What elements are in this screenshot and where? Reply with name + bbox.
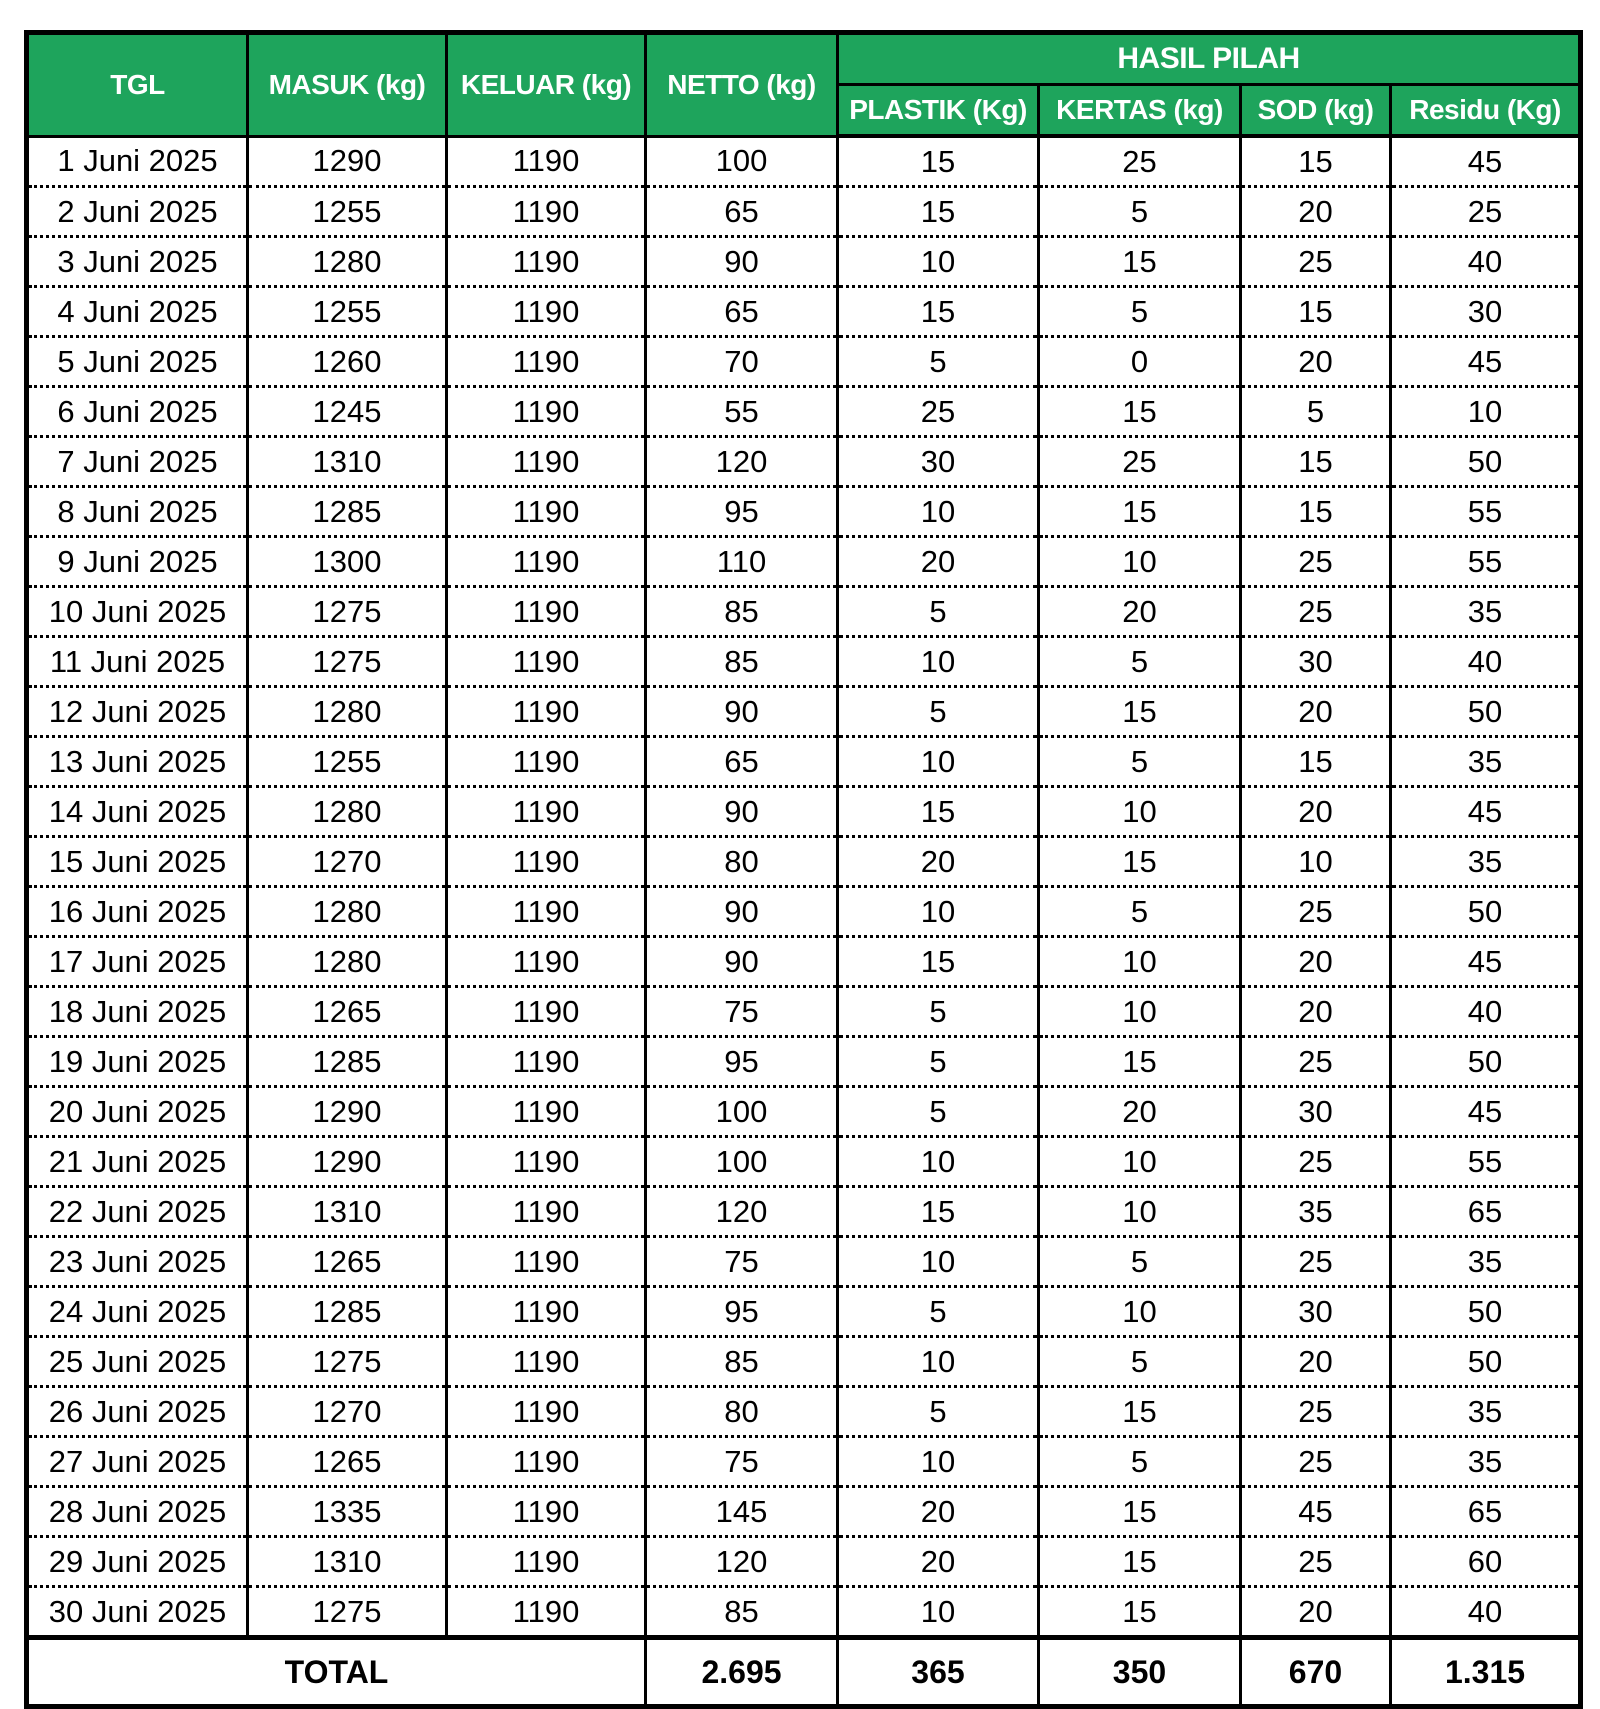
cell-keluar: 1190 [447, 1237, 646, 1287]
cell-residu: 50 [1391, 1287, 1581, 1337]
table-row [27, 637, 1581, 687]
cell-netto: 90 [646, 237, 838, 287]
cell-netto: 65 [646, 737, 838, 787]
cell-residu: 45 [1391, 136, 1581, 187]
cell-residu: 30 [1391, 287, 1581, 337]
cell-keluar: 1190 [447, 337, 646, 387]
cell-kertas: 20 [1039, 587, 1241, 637]
cell-masuk: 1310 [248, 1537, 447, 1587]
cell-netto: 95 [646, 1287, 838, 1337]
cell-keluar: 1190 [447, 637, 646, 687]
cell-plastik: 15 [838, 136, 1039, 187]
column-header-keluar: KELUAR (kg) [447, 33, 646, 137]
cell-plastik: 20 [838, 1537, 1039, 1587]
cell-keluar: 1190 [447, 1587, 646, 1638]
cell-masuk: 1310 [248, 437, 447, 487]
cell-masuk: 1290 [248, 1137, 447, 1187]
cell-residu: 40 [1391, 987, 1581, 1037]
cell-masuk: 1275 [248, 1337, 447, 1387]
column-header-sod: SOD (kg) [1241, 85, 1391, 137]
cell-netto: 65 [646, 187, 838, 237]
cell-sod: 20 [1241, 987, 1391, 1037]
cell-kertas: 5 [1039, 1437, 1241, 1487]
cell-plastik: 10 [838, 887, 1039, 937]
cell-sod: 20 [1241, 1337, 1391, 1387]
cell-plastik: 10 [838, 737, 1039, 787]
cell-kertas: 15 [1039, 1487, 1241, 1537]
cell-masuk: 1245 [248, 387, 447, 437]
cell-plastik: 5 [838, 1087, 1039, 1137]
cell-keluar: 1190 [447, 1487, 646, 1537]
cell-residu: 60 [1391, 1537, 1581, 1587]
cell-tgl: 19 Juni 2025 [27, 1037, 248, 1087]
cell-residu: 50 [1391, 687, 1581, 737]
cell-netto: 65 [646, 287, 838, 337]
cell-keluar: 1190 [447, 187, 646, 237]
cell-masuk: 1255 [248, 287, 447, 337]
table-row [27, 1137, 1581, 1187]
column-header-hasil-pilah: HASIL PILAH [838, 33, 1581, 85]
cell-sod: 25 [1241, 1537, 1391, 1587]
cell-sod: 25 [1241, 1237, 1391, 1287]
table-row [27, 1537, 1581, 1587]
table-row [27, 437, 1581, 487]
cell-masuk: 1285 [248, 1287, 447, 1337]
cell-keluar: 1190 [447, 687, 646, 737]
table-row [27, 787, 1581, 837]
cell-sod: 25 [1241, 537, 1391, 587]
cell-sod: 25 [1241, 887, 1391, 937]
cell-masuk: 1260 [248, 337, 447, 387]
cell-kertas: 10 [1039, 937, 1241, 987]
table-row [27, 887, 1581, 937]
cell-keluar: 1190 [447, 537, 646, 587]
cell-plastik: 15 [838, 1187, 1039, 1237]
cell-kertas: 15 [1039, 687, 1241, 737]
cell-tgl: 17 Juni 2025 [27, 937, 248, 987]
cell-kertas: 25 [1039, 437, 1241, 487]
cell-tgl: 4 Juni 2025 [27, 287, 248, 337]
cell-netto: 55 [646, 387, 838, 437]
table-row [27, 387, 1581, 437]
waste-sorting-table [24, 30, 1583, 1709]
cell-residu: 40 [1391, 637, 1581, 687]
cell-plastik: 10 [838, 1137, 1039, 1187]
table-row [27, 587, 1581, 637]
cell-netto: 95 [646, 487, 838, 537]
cell-tgl: 11 Juni 2025 [27, 637, 248, 687]
cell-plastik: 10 [838, 1587, 1039, 1638]
cell-sod: 30 [1241, 1087, 1391, 1137]
cell-masuk: 1280 [248, 237, 447, 287]
cell-plastik: 15 [838, 787, 1039, 837]
table-header [27, 33, 1581, 137]
table-row [27, 287, 1581, 337]
cell-residu: 35 [1391, 1437, 1581, 1487]
cell-residu: 35 [1391, 837, 1581, 887]
cell-kertas: 15 [1039, 487, 1241, 537]
cell-keluar: 1190 [447, 887, 646, 937]
table-row [27, 837, 1581, 887]
cell-keluar: 1190 [447, 837, 646, 887]
cell-keluar: 1190 [447, 1387, 646, 1437]
cell-tgl: 5 Juni 2025 [27, 337, 248, 387]
cell-sod: 5 [1241, 387, 1391, 437]
cell-netto: 90 [646, 787, 838, 837]
cell-netto: 90 [646, 937, 838, 987]
cell-keluar: 1190 [447, 237, 646, 287]
table-row [27, 1187, 1581, 1237]
cell-sod: 30 [1241, 637, 1391, 687]
cell-netto: 120 [646, 437, 838, 487]
table-row [27, 687, 1581, 737]
cell-plastik: 10 [838, 1437, 1039, 1487]
cell-kertas: 15 [1039, 237, 1241, 287]
column-header-residu: Residu (Kg) [1391, 85, 1581, 137]
cell-residu: 10 [1391, 387, 1581, 437]
cell-tgl: 29 Juni 2025 [27, 1537, 248, 1587]
table-row [27, 1437, 1581, 1487]
cell-kertas: 10 [1039, 537, 1241, 587]
cell-plastik: 10 [838, 1337, 1039, 1387]
cell-masuk: 1285 [248, 1037, 447, 1087]
table-row [27, 1587, 1581, 1638]
cell-kertas: 5 [1039, 637, 1241, 687]
cell-residu: 50 [1391, 437, 1581, 487]
cell-tgl: 24 Juni 2025 [27, 1287, 248, 1337]
cell-plastik: 5 [838, 1037, 1039, 1087]
column-header-netto: NETTO (kg) [646, 33, 838, 137]
cell-kertas: 15 [1039, 1537, 1241, 1587]
cell-keluar: 1190 [447, 487, 646, 537]
cell-plastik: 25 [838, 387, 1039, 437]
cell-kertas: 0 [1039, 337, 1241, 387]
cell-tgl: 16 Juni 2025 [27, 887, 248, 937]
cell-plastik: 10 [838, 487, 1039, 537]
cell-kertas: 10 [1039, 1287, 1241, 1337]
cell-tgl: 23 Juni 2025 [27, 1237, 248, 1287]
cell-plastik: 15 [838, 187, 1039, 237]
cell-masuk: 1280 [248, 937, 447, 987]
cell-masuk: 1255 [248, 737, 447, 787]
cell-residu: 35 [1391, 737, 1581, 787]
cell-plastik: 5 [838, 1387, 1039, 1437]
cell-sod: 15 [1241, 287, 1391, 337]
cell-tgl: 21 Juni 2025 [27, 1137, 248, 1187]
cell-tgl: 3 Juni 2025 [27, 237, 248, 287]
cell-netto: 85 [646, 637, 838, 687]
cell-residu: 45 [1391, 937, 1581, 987]
cell-sod: 20 [1241, 687, 1391, 737]
cell-netto: 85 [646, 1587, 838, 1638]
cell-tgl: 25 Juni 2025 [27, 1337, 248, 1387]
cell-residu: 55 [1391, 537, 1581, 587]
cell-kertas: 5 [1039, 737, 1241, 787]
cell-masuk: 1310 [248, 1187, 447, 1237]
total-kertas: 350 [1039, 1638, 1241, 1707]
total-sod: 670 [1241, 1638, 1391, 1707]
cell-keluar: 1190 [447, 587, 646, 637]
cell-masuk: 1280 [248, 687, 447, 737]
cell-kertas: 5 [1039, 1337, 1241, 1387]
cell-residu: 25 [1391, 187, 1581, 237]
cell-kertas: 25 [1039, 136, 1241, 187]
cell-tgl: 20 Juni 2025 [27, 1087, 248, 1137]
cell-tgl: 7 Juni 2025 [27, 437, 248, 487]
cell-kertas: 5 [1039, 187, 1241, 237]
cell-residu: 50 [1391, 1037, 1581, 1087]
cell-residu: 50 [1391, 1337, 1581, 1387]
cell-tgl: 30 Juni 2025 [27, 1587, 248, 1638]
cell-plastik: 5 [838, 1287, 1039, 1337]
total-label: TOTAL [27, 1638, 646, 1707]
cell-sod: 20 [1241, 187, 1391, 237]
total-netto: 2.695 [646, 1638, 838, 1707]
cell-plastik: 20 [838, 537, 1039, 587]
cell-masuk: 1265 [248, 1237, 447, 1287]
cell-residu: 35 [1391, 1387, 1581, 1437]
cell-netto: 80 [646, 1387, 838, 1437]
header-row-main [27, 33, 1581, 85]
table-row [27, 1087, 1581, 1137]
cell-sod: 25 [1241, 1387, 1391, 1437]
cell-plastik: 10 [838, 637, 1039, 687]
cell-tgl: 15 Juni 2025 [27, 837, 248, 887]
table-row [27, 337, 1581, 387]
cell-keluar: 1190 [447, 287, 646, 337]
cell-tgl: 14 Juni 2025 [27, 787, 248, 837]
cell-keluar: 1190 [447, 987, 646, 1037]
cell-sod: 25 [1241, 1137, 1391, 1187]
cell-residu: 35 [1391, 587, 1581, 637]
cell-keluar: 1190 [447, 1287, 646, 1337]
cell-residu: 40 [1391, 237, 1581, 287]
cell-sod: 20 [1241, 337, 1391, 387]
cell-masuk: 1270 [248, 1387, 447, 1437]
cell-residu: 45 [1391, 337, 1581, 387]
cell-kertas: 5 [1039, 887, 1241, 937]
cell-masuk: 1285 [248, 487, 447, 537]
table-row [27, 1037, 1581, 1087]
cell-kertas: 15 [1039, 1037, 1241, 1087]
cell-masuk: 1275 [248, 1587, 447, 1638]
cell-keluar: 1190 [447, 1087, 646, 1137]
total-plastik: 365 [838, 1638, 1039, 1707]
cell-tgl: 13 Juni 2025 [27, 737, 248, 787]
cell-masuk: 1275 [248, 587, 447, 637]
table-row [27, 1337, 1581, 1387]
cell-netto: 100 [646, 1087, 838, 1137]
cell-tgl: 6 Juni 2025 [27, 387, 248, 437]
total-residu: 1.315 [1391, 1638, 1581, 1707]
cell-plastik: 20 [838, 837, 1039, 887]
cell-keluar: 1190 [447, 1137, 646, 1187]
cell-tgl: 8 Juni 2025 [27, 487, 248, 537]
cell-sod: 10 [1241, 837, 1391, 887]
cell-masuk: 1280 [248, 787, 447, 837]
cell-tgl: 22 Juni 2025 [27, 1187, 248, 1237]
cell-sod: 20 [1241, 937, 1391, 987]
cell-kertas: 20 [1039, 1087, 1241, 1137]
table-row [27, 136, 1581, 187]
cell-sod: 35 [1241, 1187, 1391, 1237]
cell-netto: 75 [646, 1437, 838, 1487]
cell-masuk: 1255 [248, 187, 447, 237]
cell-kertas: 10 [1039, 1137, 1241, 1187]
cell-residu: 45 [1391, 787, 1581, 837]
cell-sod: 15 [1241, 437, 1391, 487]
cell-netto: 80 [646, 837, 838, 887]
cell-netto: 90 [646, 887, 838, 937]
cell-kertas: 10 [1039, 787, 1241, 837]
cell-keluar: 1190 [447, 937, 646, 987]
cell-kertas: 15 [1039, 1387, 1241, 1437]
table-row [27, 737, 1581, 787]
cell-tgl: 9 Juni 2025 [27, 537, 248, 587]
column-header-plastik: PLASTIK (Kg) [838, 85, 1039, 137]
cell-sod: 25 [1241, 1437, 1391, 1487]
cell-tgl: 2 Juni 2025 [27, 187, 248, 237]
cell-kertas: 15 [1039, 1587, 1241, 1638]
cell-netto: 90 [646, 687, 838, 737]
cell-netto: 110 [646, 537, 838, 587]
cell-keluar: 1190 [447, 1537, 646, 1587]
cell-masuk: 1265 [248, 987, 447, 1037]
cell-residu: 50 [1391, 887, 1581, 937]
cell-keluar: 1190 [447, 437, 646, 487]
cell-masuk: 1290 [248, 1087, 447, 1137]
cell-tgl: 1 Juni 2025 [27, 136, 248, 187]
table-row [27, 537, 1581, 587]
cell-netto: 95 [646, 1037, 838, 1087]
cell-keluar: 1190 [447, 737, 646, 787]
cell-kertas: 5 [1039, 287, 1241, 337]
cell-tgl: 27 Juni 2025 [27, 1437, 248, 1487]
table-row [27, 1237, 1581, 1287]
table-footer [27, 1638, 1581, 1707]
cell-netto: 120 [646, 1537, 838, 1587]
cell-residu: 35 [1391, 1237, 1581, 1287]
cell-tgl: 10 Juni 2025 [27, 587, 248, 637]
cell-netto: 100 [646, 136, 838, 187]
cell-residu: 65 [1391, 1187, 1581, 1237]
cell-residu: 40 [1391, 1587, 1581, 1638]
cell-plastik: 5 [838, 587, 1039, 637]
cell-masuk: 1290 [248, 136, 447, 187]
cell-kertas: 5 [1039, 1237, 1241, 1287]
cell-netto: 75 [646, 987, 838, 1037]
cell-keluar: 1190 [447, 136, 646, 187]
cell-plastik: 10 [838, 1237, 1039, 1287]
cell-sod: 20 [1241, 787, 1391, 837]
cell-netto: 85 [646, 1337, 838, 1387]
cell-sod: 25 [1241, 1037, 1391, 1087]
column-header-kertas: KERTAS (kg) [1039, 85, 1241, 137]
cell-sod: 45 [1241, 1487, 1391, 1537]
cell-masuk: 1300 [248, 537, 447, 587]
cell-keluar: 1190 [447, 787, 646, 837]
cell-residu: 55 [1391, 1137, 1581, 1187]
table-row [27, 237, 1581, 287]
cell-plastik: 5 [838, 337, 1039, 387]
cell-plastik: 30 [838, 437, 1039, 487]
table-row [27, 1487, 1581, 1537]
cell-netto: 145 [646, 1487, 838, 1537]
cell-plastik: 5 [838, 687, 1039, 737]
cell-plastik: 20 [838, 1487, 1039, 1537]
cell-sod: 25 [1241, 237, 1391, 287]
cell-sod: 30 [1241, 1287, 1391, 1337]
cell-netto: 120 [646, 1187, 838, 1237]
cell-kertas: 15 [1039, 837, 1241, 887]
table-row [27, 1287, 1581, 1337]
table-row [27, 937, 1581, 987]
cell-netto: 75 [646, 1237, 838, 1287]
table-row [27, 487, 1581, 537]
cell-sod: 20 [1241, 1587, 1391, 1638]
cell-sod: 15 [1241, 487, 1391, 537]
cell-plastik: 15 [838, 287, 1039, 337]
cell-plastik: 5 [838, 987, 1039, 1037]
total-row [27, 1638, 1581, 1707]
cell-netto: 70 [646, 337, 838, 387]
cell-masuk: 1275 [248, 637, 447, 687]
cell-keluar: 1190 [447, 1337, 646, 1387]
table-body [27, 136, 1581, 1638]
cell-tgl: 18 Juni 2025 [27, 987, 248, 1037]
cell-kertas: 10 [1039, 987, 1241, 1037]
cell-keluar: 1190 [447, 1187, 646, 1237]
cell-plastik: 15 [838, 937, 1039, 987]
table-row [27, 987, 1581, 1037]
cell-netto: 85 [646, 587, 838, 637]
cell-masuk: 1280 [248, 887, 447, 937]
cell-keluar: 1190 [447, 387, 646, 437]
table-row [27, 187, 1581, 237]
table-row [27, 1387, 1581, 1437]
cell-residu: 65 [1391, 1487, 1581, 1537]
cell-keluar: 1190 [447, 1037, 646, 1087]
cell-masuk: 1270 [248, 837, 447, 887]
column-header-masuk: MASUK (kg) [248, 33, 447, 137]
cell-tgl: 12 Juni 2025 [27, 687, 248, 737]
cell-sod: 25 [1241, 587, 1391, 637]
cell-tgl: 26 Juni 2025 [27, 1387, 248, 1437]
cell-masuk: 1335 [248, 1487, 447, 1537]
cell-sod: 15 [1241, 136, 1391, 187]
column-header-tgl: TGL [27, 33, 248, 137]
cell-kertas: 15 [1039, 387, 1241, 437]
cell-masuk: 1265 [248, 1437, 447, 1487]
cell-residu: 45 [1391, 1087, 1581, 1137]
cell-kertas: 10 [1039, 1187, 1241, 1237]
cell-tgl: 28 Juni 2025 [27, 1487, 248, 1537]
cell-keluar: 1190 [447, 1437, 646, 1487]
cell-netto: 100 [646, 1137, 838, 1187]
cell-residu: 55 [1391, 487, 1581, 537]
cell-sod: 15 [1241, 737, 1391, 787]
cell-plastik: 10 [838, 237, 1039, 287]
